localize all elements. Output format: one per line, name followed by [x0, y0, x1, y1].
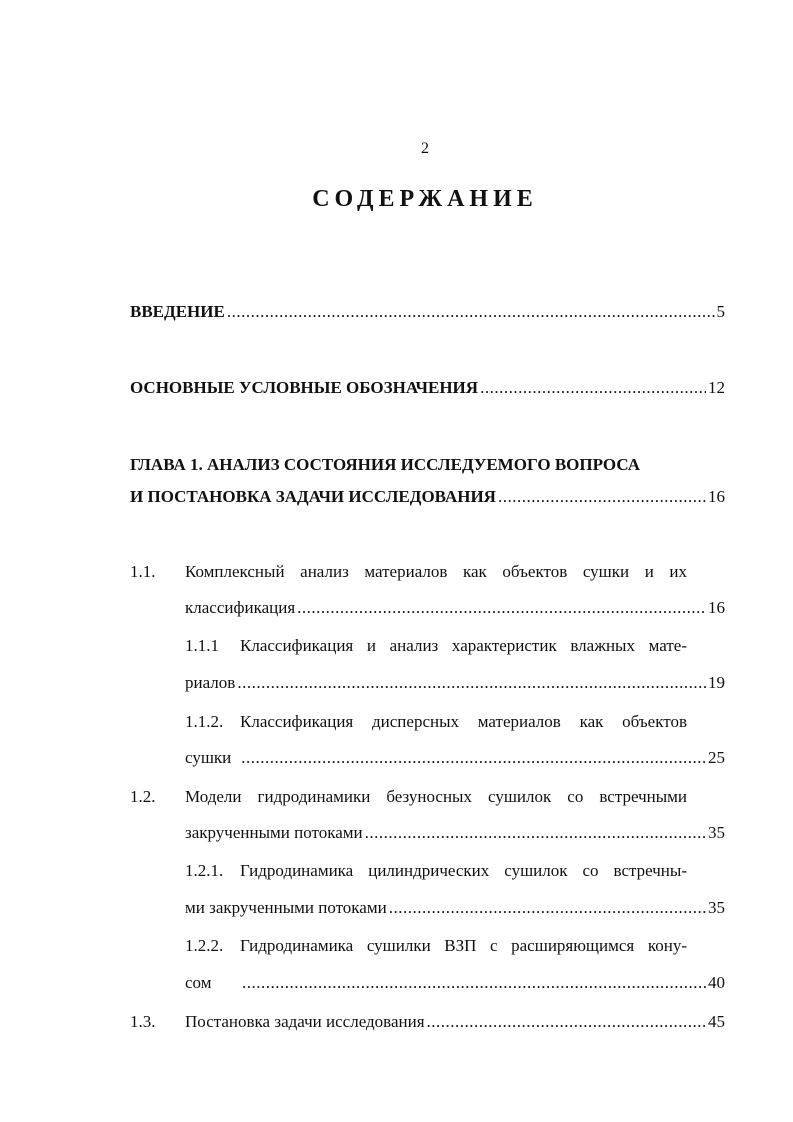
section-number: 1.1. [130, 562, 156, 581]
toc-label: ВВЕДЕНИЕ [130, 302, 225, 321]
toc-label: классификация [185, 598, 296, 617]
leader-dots [227, 302, 715, 322]
toc-label: ГЛАВА 1. АНАЛИЗ СОСТОЯНИЯ ИССЛЕДУЕМОГО ВОПРОСА [130, 455, 641, 474]
toc-label: ОСНОВНЫЕ УСЛОВНЫЕ ОБОЗНАЧЕНИЯ [130, 378, 479, 397]
section-number: 1.2.1. [185, 861, 224, 880]
leader-dots [242, 973, 706, 993]
toc-label: И ПОСТАНОВКА ЗАДАЧИ ИССЛЕДОВАНИЯ [130, 487, 496, 506]
toc-s1-2-2-line1[interactable]: Гидродинамика сушилки ВЗП с расширяющимся кону- [240, 936, 687, 955]
page-number: 2 [421, 140, 429, 157]
page-title: СОДЕРЖАНИЕ [312, 186, 538, 212]
toc-label: ми закрученными потоками [185, 898, 387, 917]
toc-label: риалов [185, 673, 236, 692]
toc-entry-s1-1-1[interactable] [185, 673, 725, 701]
toc-entry-s1-2[interactable] [185, 823, 725, 851]
toc-entry-chapter1[interactable] [130, 487, 725, 515]
leader-dots [498, 487, 706, 507]
section-number: 1.1.1 [185, 636, 219, 655]
toc-s1-2-1-line1[interactable]: Гидродинамика цилиндрических сушилок со встречны- [240, 861, 687, 880]
section-number: 1.3. [130, 1012, 156, 1031]
toc-entry-notation[interactable] [130, 378, 725, 406]
section-number: 1.2.2. [185, 936, 224, 955]
toc-page: 25 [708, 748, 725, 767]
toc-page: 45 [708, 1012, 725, 1031]
leader-dots [241, 748, 706, 768]
toc-page: 5 [716, 302, 725, 321]
toc-page: 35 [708, 823, 725, 842]
toc-label: сом [185, 973, 212, 992]
toc-entry-s1-1[interactable] [185, 598, 725, 626]
toc-s1-1-2-line1[interactable]: Классификация дисперсных материалов как объектов [240, 712, 687, 731]
toc-page: 35 [708, 898, 725, 917]
section-number: 1.1.2. [185, 712, 224, 731]
leader-dots [389, 898, 706, 918]
leader-dots [480, 378, 706, 398]
section-number: 1.2. [130, 787, 156, 806]
leader-dots [365, 823, 706, 843]
toc-page: 16 [708, 487, 725, 506]
toc-entry-s1-1-2[interactable] [185, 748, 725, 776]
leader-dots [427, 1012, 706, 1032]
toc-label: Постановка задачи исследования [185, 1012, 425, 1031]
toc-page: 19 [708, 673, 725, 692]
toc-label: сушки [185, 748, 232, 767]
toc-page: 40 [708, 973, 725, 992]
toc-label: закрученными потоками [185, 823, 363, 842]
toc-entry-s1-3[interactable] [185, 1012, 725, 1040]
toc-s1-1-1-line1[interactable]: Классификация и анализ характеристик влажных мате- [240, 636, 687, 655]
toc-s1-2-line1[interactable]: Модели гидродинамики безуносных сушилок со встречными [185, 787, 687, 806]
toc-entry-s1-2-1[interactable] [185, 898, 725, 926]
toc-entry-s1-2-2[interactable] [185, 973, 725, 1001]
leader-dots [237, 673, 706, 693]
toc-s1-1-line1[interactable]: Комплексный анализ материалов как объектов сушки и их [185, 562, 687, 581]
toc-page: 12 [708, 378, 725, 397]
toc-page: 16 [708, 598, 725, 617]
toc-entry-intro[interactable] [130, 302, 725, 330]
toc-chapter1-line1[interactable] [130, 455, 725, 483]
leader-dots [297, 598, 706, 618]
